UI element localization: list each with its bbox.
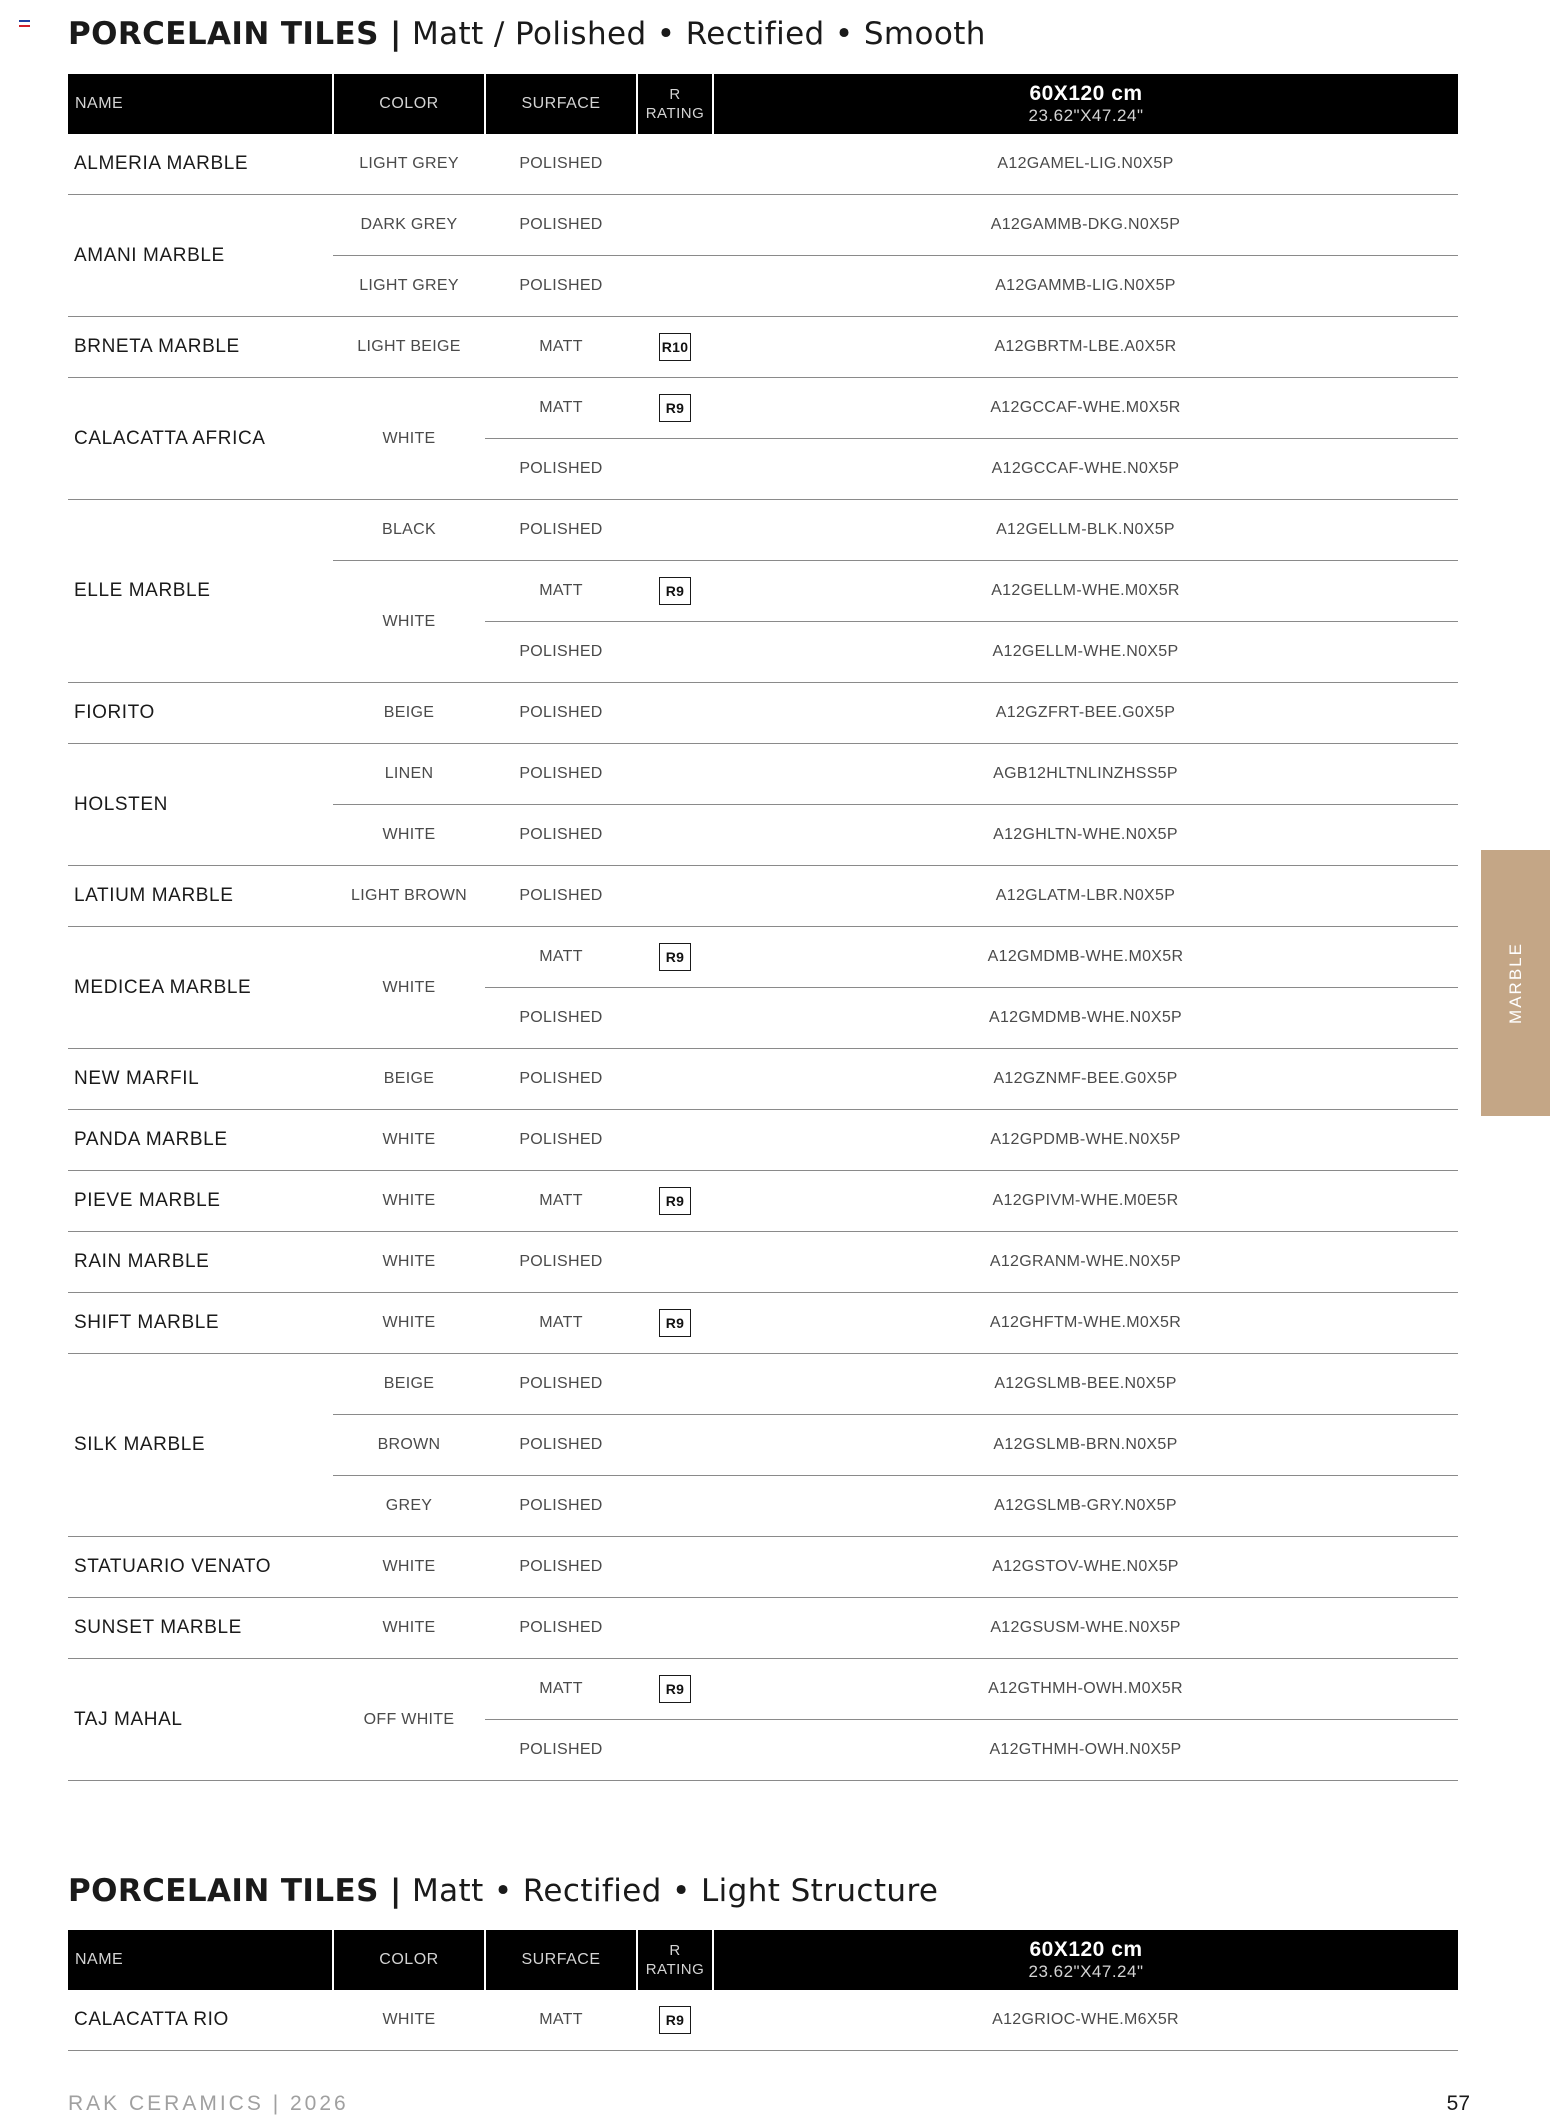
- r-rating-cell: [637, 1598, 713, 1659]
- r-rating-cell: [637, 1720, 713, 1781]
- tile-code: A12GPDMB-WHE.N0X5P: [713, 1110, 1458, 1171]
- header-surface: SURFACE: [485, 1930, 637, 1990]
- table-row: [68, 1110, 1458, 1171]
- r-rating-cell: [637, 1990, 713, 2051]
- tile-surface: POLISHED: [485, 439, 637, 500]
- tile-color: WHITE: [333, 1110, 485, 1171]
- tile-code: A12GSLMB-GRY.N0X5P: [713, 1476, 1458, 1537]
- r-rating-cell: [637, 317, 713, 378]
- tile-color: BLACK: [333, 500, 485, 561]
- tile-surface: POLISHED: [485, 1110, 637, 1171]
- tile-code: A12GTHMH-OWH.N0X5P: [713, 1720, 1458, 1781]
- table-row: [68, 866, 1458, 927]
- tile-surface: POLISHED: [485, 134, 637, 195]
- tile-name: FIORITO: [68, 683, 333, 744]
- tile-code: AGB12HLTNLINZHSS5P: [713, 744, 1458, 805]
- table-row: [68, 744, 1458, 805]
- table-row: [68, 927, 1458, 988]
- tile-code: A12GMDMB-WHE.N0X5P: [713, 988, 1458, 1049]
- header-name: NAME: [68, 74, 333, 134]
- tile-surface: POLISHED: [485, 805, 637, 866]
- table-row: [68, 195, 1458, 256]
- r-rating-cell: [637, 622, 713, 683]
- tile-surface: MATT: [485, 317, 637, 378]
- tile-color: GREY: [333, 1476, 485, 1537]
- tile-code: A12GZFRT-BEE.G0X5P: [713, 683, 1458, 744]
- tile-name: ALMERIA MARBLE: [68, 134, 333, 195]
- tile-name: TAJ MAHAL: [68, 1659, 333, 1781]
- tile-code: A12GBRTM-LBE.A0X5R: [713, 317, 1458, 378]
- tile-color: BEIGE: [333, 683, 485, 744]
- tile-surface: POLISHED: [485, 1049, 637, 1110]
- tile-code: A12GSLMB-BEE.N0X5P: [713, 1354, 1458, 1415]
- r-rating-badge: R9: [659, 394, 691, 422]
- header-size: 60X120 cm 23.62"X47.24": [713, 74, 1458, 134]
- tile-code: A12GELLM-BLK.N0X5P: [713, 500, 1458, 561]
- r-rating-cell: [637, 561, 713, 622]
- r-rating-cell: [637, 1476, 713, 1537]
- tile-surface: MATT: [485, 561, 637, 622]
- tile-color: DARK GREY: [333, 195, 485, 256]
- tile-code: A12GSLMB-BRN.N0X5P: [713, 1415, 1458, 1476]
- page-number: 57: [1446, 2092, 1470, 2115]
- tile-name: HOLSTEN: [68, 744, 333, 866]
- tile-surface: POLISHED: [485, 1415, 637, 1476]
- tile-code: A12GTHMH-OWH.M0X5R: [713, 1659, 1458, 1720]
- header-r-rating: R RATING: [637, 74, 713, 134]
- tile-color: WHITE: [333, 1171, 485, 1232]
- r-rating-cell: [637, 744, 713, 805]
- r-rating-cell: [637, 378, 713, 439]
- r-rating-cell: [637, 1171, 713, 1232]
- table-row: [68, 1232, 1458, 1293]
- tile-color: LIGHT BEIGE: [333, 317, 485, 378]
- tile-name: SHIFT MARBLE: [68, 1293, 333, 1354]
- tile-code: A12GAMEL-LIG.N0X5P: [713, 134, 1458, 195]
- tile-color: WHITE: [333, 1537, 485, 1598]
- r-rating-cell: [637, 500, 713, 561]
- tile-surface: POLISHED: [485, 744, 637, 805]
- section1-title: PORCELAIN TILES | Matt / Polished • Rectified • Smooth: [68, 16, 986, 52]
- tile-surface: MATT: [485, 1659, 637, 1720]
- tile-surface: POLISHED: [485, 1354, 637, 1415]
- r-rating-cell: [637, 1415, 713, 1476]
- tile-code: A12GELLM-WHE.N0X5P: [713, 622, 1458, 683]
- header-color: COLOR: [333, 1930, 485, 1990]
- footer-brand: RAK CERAMICS | 2026: [68, 2092, 349, 2115]
- tile-surface: POLISHED: [485, 683, 637, 744]
- tile-color: BROWN: [333, 1415, 485, 1476]
- tile-surface: MATT: [485, 927, 637, 988]
- tile-name: NEW MARFIL: [68, 1049, 333, 1110]
- tile-color: BEIGE: [333, 1354, 485, 1415]
- tile-surface: MATT: [485, 378, 637, 439]
- tile-code: A12GRANM-WHE.N0X5P: [713, 1232, 1458, 1293]
- tile-name: LATIUM MARBLE: [68, 866, 333, 927]
- r-rating-cell: [637, 988, 713, 1049]
- tile-surface: POLISHED: [485, 256, 637, 317]
- r-rating-cell: [637, 866, 713, 927]
- tile-name: RAIN MARBLE: [68, 1232, 333, 1293]
- section-side-tab: [1481, 850, 1550, 1116]
- table-row: [68, 378, 1458, 439]
- side-tab-label: MARBLE: [1505, 942, 1525, 1024]
- tile-color: WHITE: [333, 1232, 485, 1293]
- tile-surface: POLISHED: [485, 195, 637, 256]
- tile-code: A12GAMMB-DKG.N0X5P: [713, 195, 1458, 256]
- tile-color: WHITE: [333, 1293, 485, 1354]
- table-row: [68, 317, 1458, 378]
- tile-surface: POLISHED: [485, 622, 637, 683]
- r-rating-cell: [637, 1110, 713, 1171]
- tile-color: LIGHT GREY: [333, 134, 485, 195]
- tile-code: A12GSUSM-WHE.N0X5P: [713, 1598, 1458, 1659]
- table-row: [68, 134, 1458, 195]
- section2-title: PORCELAIN TILES | Matt • Rectified • Light Structure: [68, 1873, 939, 1909]
- r-rating-cell: [637, 1537, 713, 1598]
- tile-name: SUNSET MARBLE: [68, 1598, 333, 1659]
- tile-code: A12GPIVM-WHE.M0E5R: [713, 1171, 1458, 1232]
- table-row: [68, 1990, 1458, 2051]
- table-row: [68, 1293, 1458, 1354]
- tile-surface: POLISHED: [485, 1232, 637, 1293]
- tile-name: PANDA MARBLE: [68, 1110, 333, 1171]
- r-rating-cell: [637, 439, 713, 500]
- table-header-row: [68, 74, 1458, 134]
- r-rating-cell: [637, 1659, 713, 1720]
- tile-name: SILK MARBLE: [68, 1354, 333, 1537]
- tile-color: WHITE: [333, 1990, 485, 2051]
- r-rating-badge: R9: [659, 1187, 691, 1215]
- tile-table-light-structure: [68, 1930, 1458, 2051]
- r-rating-cell: [637, 195, 713, 256]
- r-rating-cell: [637, 134, 713, 195]
- header-color: COLOR: [333, 74, 485, 134]
- tile-name: BRNETA MARBLE: [68, 317, 333, 378]
- tile-code: A12GCCAF-WHE.M0X5R: [713, 378, 1458, 439]
- flag-icon: [19, 20, 30, 27]
- tile-color: LIGHT BROWN: [333, 866, 485, 927]
- r-rating-badge: R9: [659, 577, 691, 605]
- tile-code: A12GHLTN-WHE.N0X5P: [713, 805, 1458, 866]
- tile-surface: POLISHED: [485, 988, 637, 1049]
- table-row: [68, 1659, 1458, 1720]
- tile-code: A12GELLM-WHE.M0X5R: [713, 561, 1458, 622]
- tile-surface: POLISHED: [485, 500, 637, 561]
- header-size: 60X120 cm 23.62"X47.24": [713, 1930, 1458, 1990]
- tile-code: A12GRIOC-WHE.M6X5R: [713, 1990, 1458, 2051]
- table-row: [68, 1537, 1458, 1598]
- r-rating-cell: [637, 1232, 713, 1293]
- table-row: [68, 1354, 1458, 1415]
- table-row: [68, 1171, 1458, 1232]
- tile-name: PIEVE MARBLE: [68, 1171, 333, 1232]
- r-rating-badge: R9: [659, 2006, 691, 2034]
- tile-color: WHITE: [333, 1598, 485, 1659]
- table-row: [68, 500, 1458, 561]
- r-rating-badge: R9: [659, 943, 691, 971]
- tile-surface: POLISHED: [485, 1720, 637, 1781]
- r-rating-cell: [637, 1049, 713, 1110]
- r-rating-cell: [637, 927, 713, 988]
- tile-code: A12GHFTM-WHE.M0X5R: [713, 1293, 1458, 1354]
- tile-color: BEIGE: [333, 1049, 485, 1110]
- tile-surface: POLISHED: [485, 1476, 637, 1537]
- tile-name: AMANI MARBLE: [68, 195, 333, 317]
- table-row: [68, 683, 1458, 744]
- r-rating-cell: [637, 805, 713, 866]
- tile-surface: MATT: [485, 1990, 637, 2051]
- header-name: NAME: [68, 1930, 333, 1990]
- r-rating-cell: [637, 1354, 713, 1415]
- tile-color: WHITE: [333, 561, 485, 683]
- tile-code: A12GCCAF-WHE.N0X5P: [713, 439, 1458, 500]
- tile-name: CALACATTA RIO: [68, 1990, 333, 2051]
- tile-color: WHITE: [333, 805, 485, 866]
- r-rating-cell: [637, 256, 713, 317]
- table-header-row: [68, 1930, 1458, 1990]
- tile-surface: POLISHED: [485, 866, 637, 927]
- tile-name: ELLE MARBLE: [68, 500, 333, 683]
- r-rating-badge: R10: [659, 333, 691, 361]
- r-rating-cell: [637, 683, 713, 744]
- r-rating-cell: [637, 1293, 713, 1354]
- tile-color: OFF WHITE: [333, 1659, 485, 1781]
- tile-color: LIGHT GREY: [333, 256, 485, 317]
- tile-name: MEDICEA MARBLE: [68, 927, 333, 1049]
- tile-code: A12GAMMB-LIG.N0X5P: [713, 256, 1458, 317]
- r-rating-badge: R9: [659, 1675, 691, 1703]
- r-rating-badge: R9: [659, 1309, 691, 1337]
- table-row: [68, 1598, 1458, 1659]
- tile-surface: MATT: [485, 1293, 637, 1354]
- tile-surface: POLISHED: [485, 1598, 637, 1659]
- tile-code: A12GZNMF-BEE.G0X5P: [713, 1049, 1458, 1110]
- tile-name: STATUARIO VENATO: [68, 1537, 333, 1598]
- tile-table-smooth: [68, 74, 1458, 1781]
- header-surface: SURFACE: [485, 74, 637, 134]
- tile-color: LINEN: [333, 744, 485, 805]
- tile-code: A12GLATM-LBR.N0X5P: [713, 866, 1458, 927]
- header-r-rating: R RATING: [637, 1930, 713, 1990]
- tile-name: CALACATTA AFRICA: [68, 378, 333, 500]
- tile-code: A12GSTOV-WHE.N0X5P: [713, 1537, 1458, 1598]
- tile-color: WHITE: [333, 927, 485, 1049]
- tile-code: A12GMDMB-WHE.M0X5R: [713, 927, 1458, 988]
- table-row: [68, 1049, 1458, 1110]
- tile-surface: MATT: [485, 1171, 637, 1232]
- tile-surface: POLISHED: [485, 1537, 637, 1598]
- tile-color: WHITE: [333, 378, 485, 500]
